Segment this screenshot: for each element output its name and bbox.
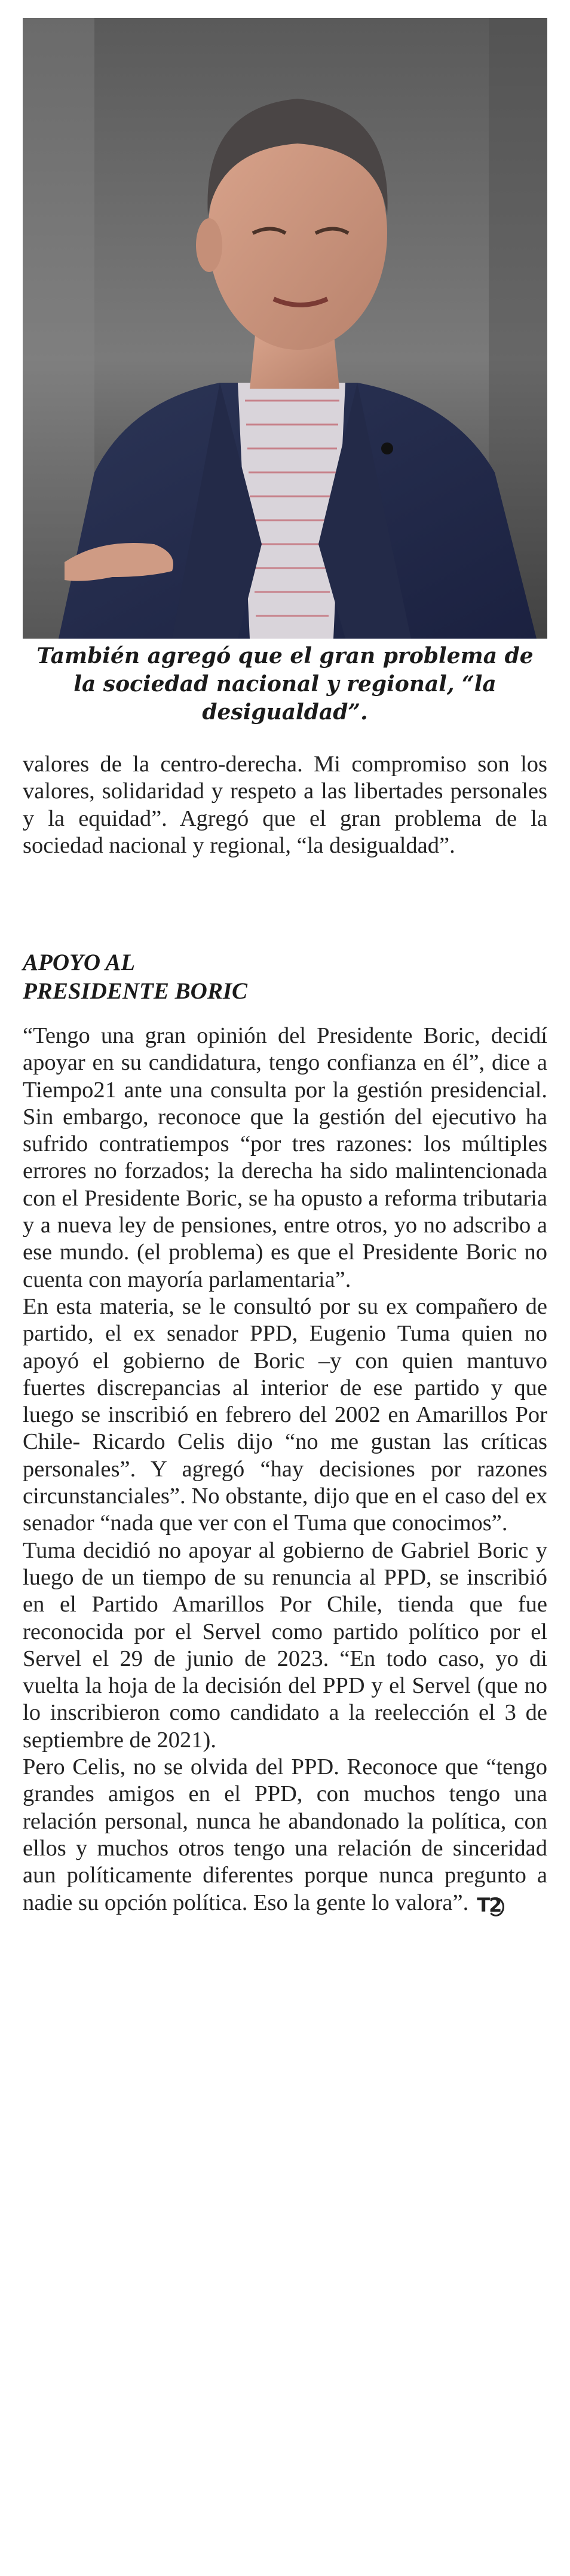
intro-paragraph: valores de la centro-derecha. Mi compromiso son los valores, solidaridad y respeto a las libertades personales y la equidad”. Agregó que el gran problema de la sociedad nacional y regional, “la desigualdad”. xyxy=(23,752,547,858)
section-heading-line-1: APOYO AL xyxy=(23,950,136,975)
article-body xyxy=(23,1023,547,1916)
intro-text-block xyxy=(23,751,547,859)
body-paragraph-4 xyxy=(23,1754,547,1916)
photo-caption: También agregó que el gran problema de la sociedad nacional y regional, “la desigualdad”. xyxy=(36,643,534,725)
section-heading xyxy=(23,948,547,1006)
body-paragraph-4-text: Pero Celis, no se olvida del PPD. Reconoce que “tengo grandes amigos en el PPD, con muchos tengo una relación personal, nunca he abandonado la política, con ellos y muchos otros tengo una relación de sinceridad aun políticamente diferentes porque nunca pregunto a nadie su opción política. Eso la gente lo valora”. xyxy=(23,1754,547,1915)
article-photo xyxy=(23,18,547,639)
body-paragraph-2: En esta materia, se le consultó por su ex compañero de partido, el ex senador PPD, Eugenio Tuma quien no apoyó el gobierno de Boric –y con quien mantuvo fuertes discrepancias al interior de ese partido y que luego se inscribió en febrero del 2002 en Amarillos Por Chile- Ricardo Celis dijo “no me gustan las críticas personales”. Y agregó “hay decisiones por razones circunstanciales”. No obstante, dijo que en el caso del ex senador “nada que ver con el Tuma que conocimos”. xyxy=(23,1293,547,1536)
body-paragraph-3: Tuma decidió no apoyar al gobierno de Gabriel Boric y luego de un tiempo de su renuncia al PPD, se inscribió en el Partido Amarillos Por Chile, tienda que fue reconocida por el Servel como partido político por el Servel el 29 de junio de 2023. “En todo caso, yo di vuelta la hoja de la decisión del PPD y el Servel (que no lo inscribieron como candidato a la reelección el 3 de septiembre de 2021). xyxy=(23,1537,547,1753)
man-speaking-illustration xyxy=(23,18,547,639)
tiempo21-logo: T2 xyxy=(477,1893,501,1916)
body-paragraph-1: “Tengo una gran opinión del Presidente Boric, decidí apoyar en su candidatura, tengo confianza en él”, dice a Tiempo21 ante una consulta por la gestión presidencial. Sin embargo, reconoce que la gestión del ejecutivo ha sufrido contratiempos “por tres razones: los múltiples errores no forzados; la derecha ha sido malintencionada con el Presidente Boric, se ha opusto a reforma tributaria y a nueva ley de pensiones, entre otros, yo no adscribo a ese mundo. (el problema) es que el Presidente Boric no cuenta con mayoría parlamentaria”. xyxy=(23,1023,547,1292)
section-heading-line-2: PRESIDENTE BORIC xyxy=(23,978,248,1004)
